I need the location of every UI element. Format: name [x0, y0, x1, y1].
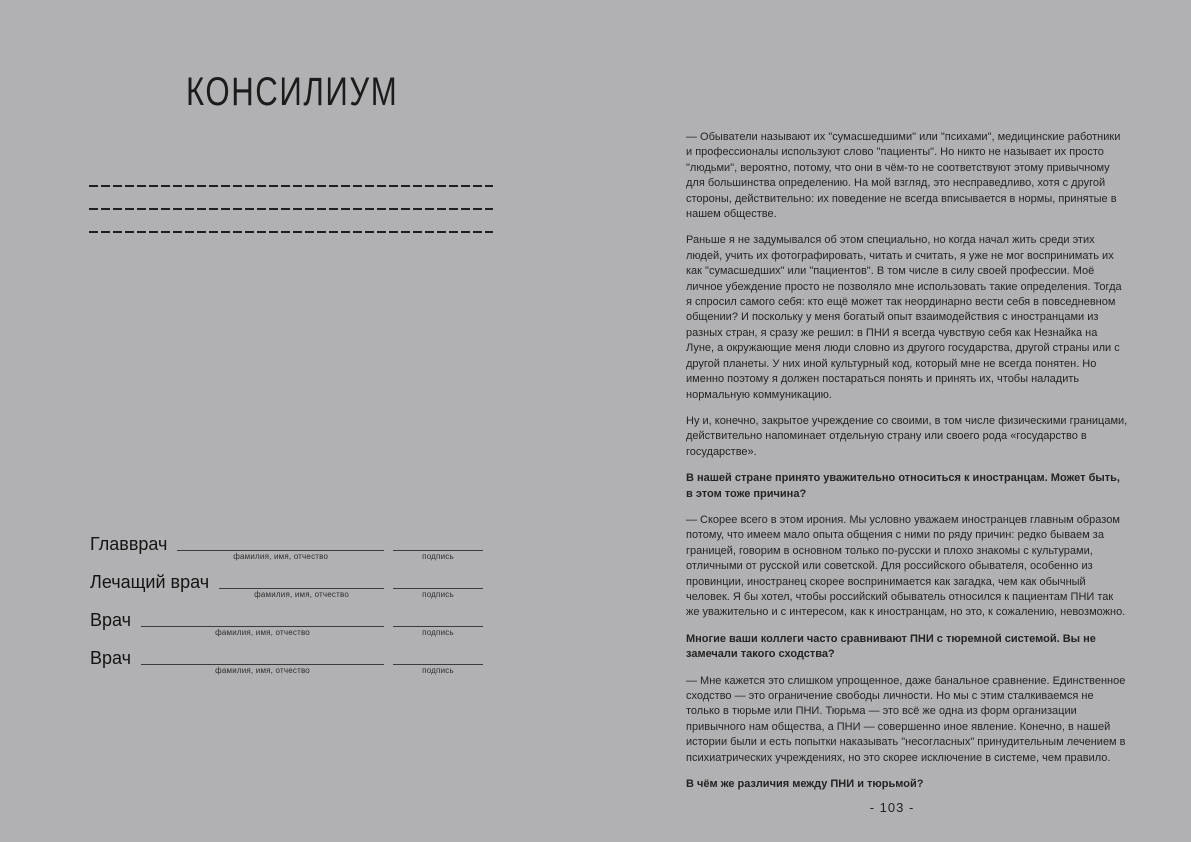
- blank-line: [89, 231, 493, 233]
- signature-fill-line: [393, 664, 483, 675]
- paragraph: Многие ваши коллеги часто сравнивают ПНИ с тюремной системой. Вы не замечали такого сходства?: [686, 632, 1096, 661]
- form-row-label: Врач: [90, 610, 132, 630]
- name-caption: фамилия, имя, отчество: [254, 590, 349, 599]
- paragraph: — Скорее всего в этом ирония. Мы условно уважаем иностранцев главным образом потому, что имеем мало опыта общения с ними по ряду причин: редко бываем за границей, говорим в основном только по-русски и плохо знакомы с культурами, отличными от русской или советской. Для российского обывателя, особенно из провинции, иностранец скорее воспринимается как загадка, чем как обычный человек. Я бы хотел, чтобы российский обыватель относился к пациентам ПНИ так же уважительно и с интересом, как к иностранцам, но это, к сожалению, невозможно.: [686, 513, 1126, 619]
- paragraph: — Обыватели называют их "сумасшедшими" или "психами", медицинские работники и профессионалы используют слово "пациенты". Но никто не называет их просто "людьми", вероятно, потому, что они в чём-то не соответствуют этому привычному для большинства определению. На мой взгляд, это несправедливо, хотя с другой стороны, действительно: их поведение не всегда вписывается в нормы, принятые в нашем обществе.: [686, 131, 1121, 221]
- signature-caption: подпись: [422, 590, 454, 599]
- form-row-label: Лечащий врач: [90, 572, 210, 592]
- signature-fill-line: [393, 550, 483, 561]
- name-fill-line: [141, 664, 384, 675]
- name-fill-line: [219, 588, 384, 599]
- signature-caption: подпись: [422, 628, 454, 637]
- paragraph: — Мне кажется это слишком упрощенное, даже банальное сравнение. Единственное сходство — это ограничение свободы личности. Но мы с этим сталкиваемся не только в тюрьме или ПНИ. Тюрьма — это всё же одна из форм организации привычного нам общества, а ПНИ — совершенно иное явление. Конечно, в нашей истории были и есть попытки наказывать "несогласных" принудительным лечением в психиатрических учреждениях, но это скорее исключение в системе, чем правило.: [686, 674, 1126, 764]
- name-fill-line: [177, 550, 384, 561]
- paragraph: Раньше я не задумывался об этом специально, но когда начал жить среди этих людей, учить их фотографировать, читать и считать, я уже не мог воспринимать их как "сумасшедших" или "пациентов". В том числе в силу своей профессии. Моё личное убеждение просто не позволяло мне использовать такие определения. Тогда я спросил самого себя: кто ещё может так неординарно вести себя в повседневном общении? И поскольку у меня богатый опыт взаимодействия с иностранцами из разных стран, я сразу же решил: в ПНИ я всегда чувствую себя как Незнайка на Луне, а окружающие меня люди словно из другого государства, другой страны или с другой планеты. У них иной культурный код, который мне не всегда понятен. Но именно поэтому я должен постараться понять и принять их, чтобы наладить нормальную коммуникацию.: [686, 234, 1122, 401]
- name-caption: фамилия, имя, отчество: [233, 552, 329, 561]
- signature-fill-line: [393, 588, 483, 599]
- signature-caption: подпись: [422, 552, 454, 561]
- name-fill-line: [141, 626, 384, 637]
- signature-caption: подпись: [422, 666, 454, 675]
- name-caption: фамилия, имя, отчество: [215, 628, 310, 637]
- page-title: КОНСИЛИУМ: [186, 70, 399, 114]
- page-number: - 103 -: [869, 800, 915, 815]
- interview-text: [686, 130, 1128, 803]
- name-caption: фамилия, имя, отчество: [215, 666, 310, 675]
- blank-writing-lines: [89, 185, 493, 254]
- signature-form: [90, 517, 483, 675]
- form-row-label: Главврач: [90, 534, 168, 554]
- paragraph: Ну и, конечно, закрытое учреждение со своими, в том числе физическими границами, действительно напоминает отдельную страну или своего рода «государство в государстве».: [686, 414, 1128, 458]
- paragraph: В чём же различия между ПНИ и тюрьмой?: [686, 778, 924, 791]
- blank-line: [89, 185, 493, 187]
- form-row: [90, 517, 483, 561]
- form-row-label: Врач: [90, 648, 132, 668]
- signature-fill-line: [393, 626, 483, 637]
- blank-line: [89, 208, 493, 210]
- paragraph: В нашей стране принято уважительно относиться к иностранцам. Может быть, в этом тоже причина?: [686, 472, 1120, 500]
